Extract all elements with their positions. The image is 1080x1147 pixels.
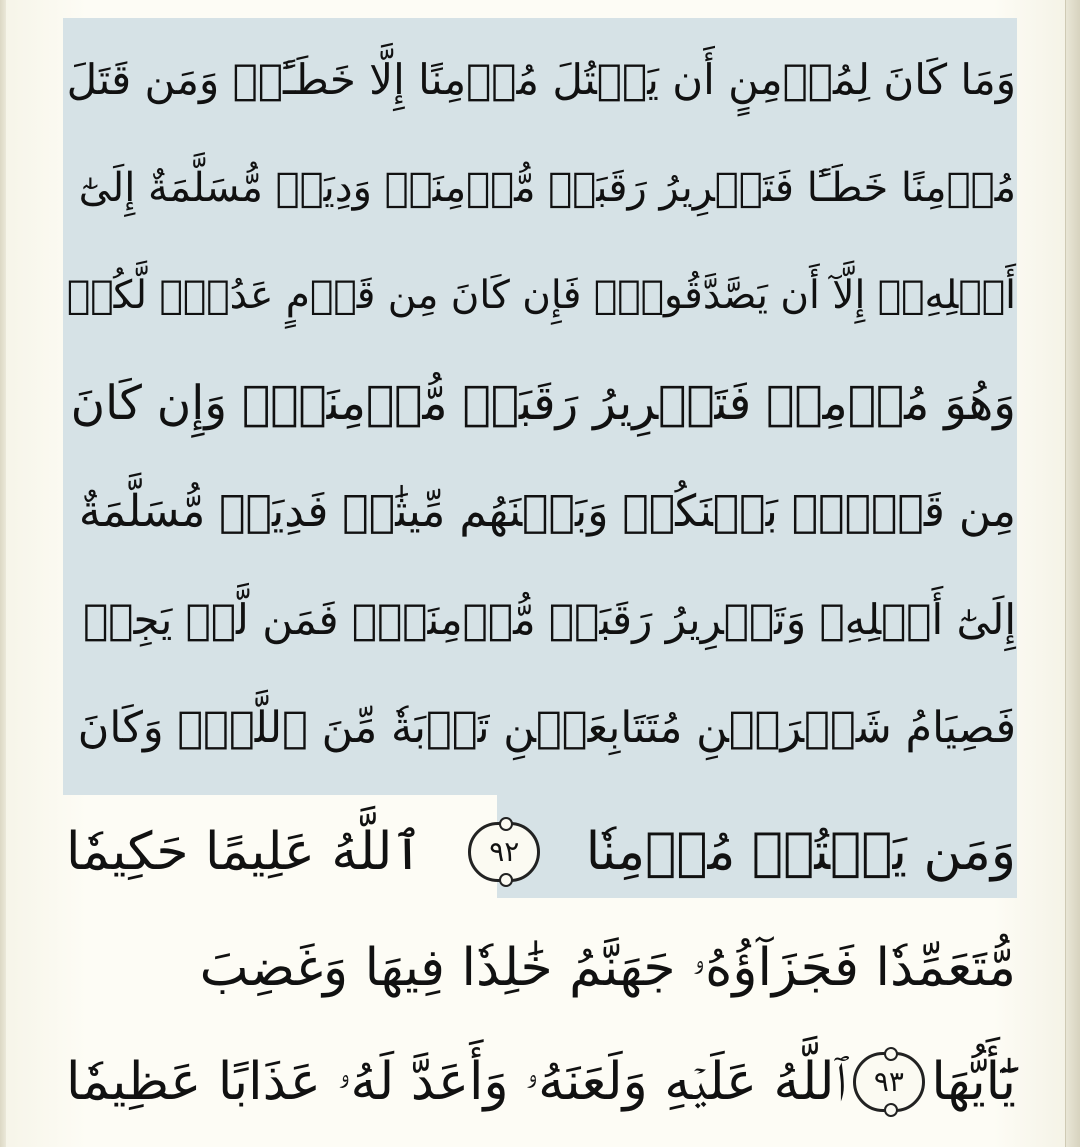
line-text: وَمَا كَانَ لِمُؤۡمِنٍ أَن يَقۡتُلَ مُؤۡمِنًا إِلَّا خَطَـًٔاۚ وَمَن قَتَلَ — [66, 55, 1016, 104]
text-line-1 — [66, 28, 1016, 132]
line-text: مِن قَوۡمِۭ بَيۡنَكُمۡ وَبَيۡنَهُم مِّيثَٰقٞ فَدِيَةٞ مُّسَلَّمَةٌ — [78, 486, 1016, 537]
text-line-7 — [66, 676, 1016, 780]
line-text: وَهُوَ مُؤۡمِنٞ فَتَحۡرِيرُ رَقَبَةٖ مُّؤۡمِنَةٖۖ وَإِن كَانَ — [70, 376, 1016, 431]
ayah-number: ٩٣ — [873, 1065, 904, 1098]
ayah-number-marker-93[interactable] — [853, 1052, 925, 1112]
line-text-ayah-93-start: وَمَن يَقۡتُلۡ مُؤۡمِنٗا — [585, 822, 1016, 882]
text-line-10 — [66, 1030, 1016, 1134]
line-text-ayah-94-start: يَٰٓأَيُّهَا — [931, 1052, 1016, 1112]
line-text: فَصِيَامُ شَهۡرَيۡنِ مُتَتَابِعَيۡنِ تَوۡبَةٗ مِّنَ ٱللَّهِۗ وَكَانَ — [77, 703, 1016, 753]
text-line-4 — [66, 352, 1016, 456]
line-text: مُّتَعَمِّدٗا فَجَزَآؤُهُۥ جَهَنَّمُ خَٰلِدٗا فِيهَا وَغَضِبَ — [199, 938, 1016, 998]
line-text: إِلَىٰٓ أَهۡلِهِۦ وَتَحۡرِيرُ رَقَبَةٖ مُّؤۡمِنَةٖۖ فَمَن لَّمۡ يَجِدۡ — [83, 595, 1016, 644]
text-line-3 — [66, 244, 1016, 348]
text-line-8 — [66, 800, 1016, 904]
text-line-5 — [66, 460, 1016, 564]
text-line-2 — [66, 136, 1016, 240]
line-text: أَهۡلِهِۦٓ إِلَّآ أَن يَصَّدَّقُواْۚ فَإِن كَانَ مِن قَوۡمٍ عَدُوّٖ لَّكُمۡ — [66, 273, 1016, 318]
line-text-ayah-93-end: ٱللَّهُ عَلَيۡهِ وَلَعَنَهُۥ وَأَعَدَّ لَهُۥ عَذَابًا عَظِيمٗا — [66, 1052, 847, 1112]
ayah-number-marker-92[interactable] — [468, 822, 540, 882]
line-text-ayah-92-end: ٱللَّهُ عَلِيمًا حَكِيمٗا — [66, 822, 423, 882]
text-line-6 — [66, 568, 1016, 672]
page-left-edge — [0, 0, 6, 1147]
page-right-edge — [1065, 0, 1080, 1147]
text-line-9 — [66, 916, 1016, 1020]
line-text: مُؤۡمِنًا خَطَـًٔا فَتَحۡرِيرُ رَقَبَةٖ مُّؤۡمِنَةٖ وَدِيَةٞ مُّسَلَّمَةٌ إِلَىٰٓ — [78, 165, 1016, 211]
ayah-number: ٩٢ — [489, 835, 520, 868]
